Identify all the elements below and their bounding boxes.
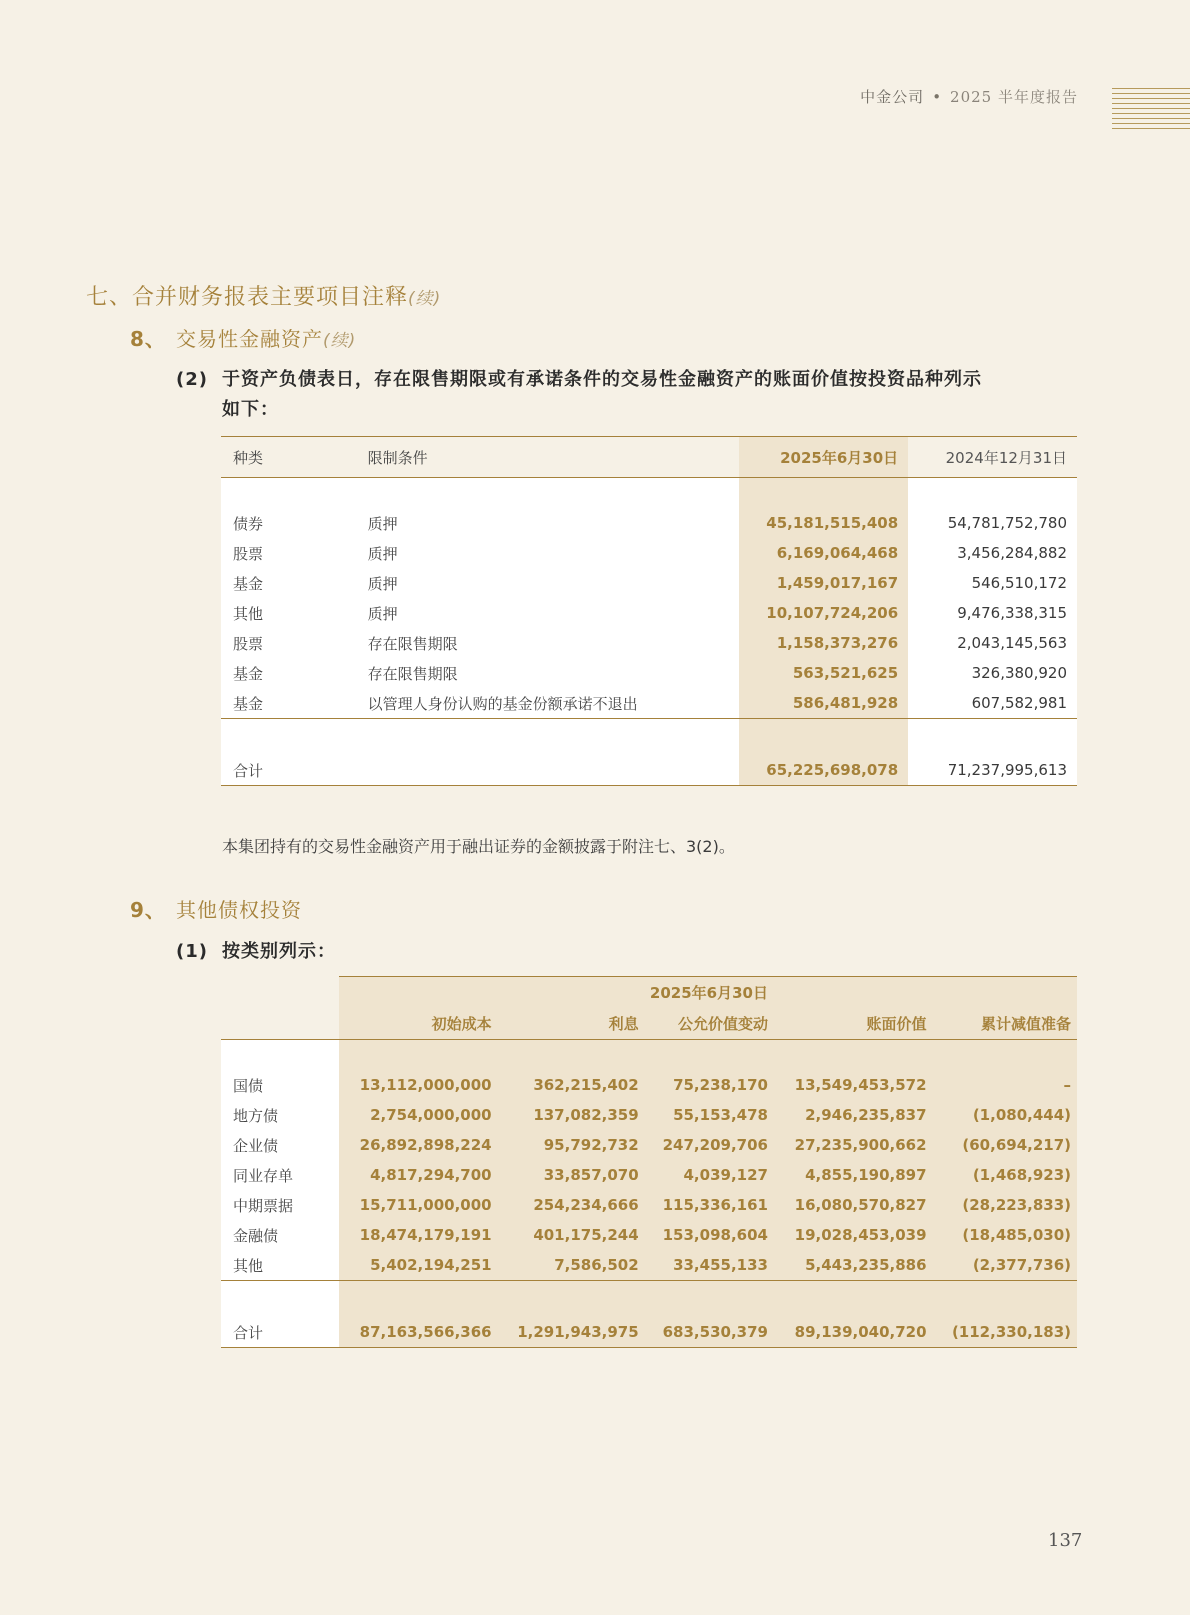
section-heading xyxy=(86,280,441,311)
table2-cell-impairment: (112,330,183) xyxy=(933,1317,1077,1348)
table-row xyxy=(221,1160,1077,1190)
table1-total-value-2025: 65,225,698,078 xyxy=(739,755,908,786)
table-row xyxy=(221,628,1077,658)
table-row xyxy=(221,1100,1077,1130)
header-decoration-lines xyxy=(1112,88,1190,133)
item-2-paragraph xyxy=(176,365,982,425)
table1-cell-type: 股票 xyxy=(233,544,264,563)
table1-header-type: 种类 xyxy=(221,437,358,478)
table1-cell-value-2024: 54,781,752,780 xyxy=(947,514,1067,532)
company-name: 中金公司 xyxy=(860,88,925,106)
table1-cell-type: 基金 xyxy=(233,694,264,713)
table-row xyxy=(221,1070,1077,1100)
table2-header-impairment: 累计减值准备 xyxy=(933,1007,1077,1040)
table2-cell-carrying-value: 4,855,190,897 xyxy=(774,1160,933,1190)
table2-cell-interest: 33,857,070 xyxy=(498,1160,645,1190)
table1-cell-value-2025: 10,107,724,206 xyxy=(739,598,908,628)
table1-cell-value-2024: 2,043,145,563 xyxy=(957,634,1067,652)
table1-cell-value-2025: 1,459,017,167 xyxy=(739,568,908,598)
table2-cell-category: 合计 xyxy=(221,1317,339,1348)
table2-cell-category: 其他 xyxy=(233,1256,264,1275)
table-row xyxy=(221,1220,1077,1250)
table1-cell-value-2025: 45,181,515,408 xyxy=(739,508,908,538)
table-row xyxy=(221,658,1077,688)
table2-cell-carrying-value: 19,028,453,039 xyxy=(774,1220,933,1250)
table2-cell-category: 金融债 xyxy=(233,1226,279,1245)
table2-cell-carrying-value: 89,139,040,720 xyxy=(774,1317,933,1348)
table2-header-initial-cost: 初始成本 xyxy=(339,1007,498,1040)
restricted-assets-table xyxy=(221,436,1077,786)
item-1-index: (1) xyxy=(176,941,208,962)
table1-cell-condition: 存在限售期限 xyxy=(367,634,458,653)
table2-cell-carrying-value: 27,235,900,662 xyxy=(774,1130,933,1160)
table2-group-header-row xyxy=(221,977,1077,1008)
table2-cell-impairment: – xyxy=(933,1070,1077,1100)
table2-cell-fair-value-change: 33,455,133 xyxy=(645,1250,774,1281)
table2-cell-initial-cost: 87,163,566,366 xyxy=(339,1317,498,1348)
table2-header-fair-value-change: 公允价值变动 xyxy=(645,1007,774,1040)
item-2-line2: 如下： xyxy=(222,399,279,420)
table-row xyxy=(221,538,1077,568)
table1-cell-condition: 以管理人身份认购的基金份额承诺不退出 xyxy=(367,694,638,713)
item-2-line1: 于资产负债表日，存在限售期限或有承诺条件的交易性金融资产的账面价值按投资品种列示 xyxy=(222,369,982,390)
table1-cell-value-2024: 9,476,338,315 xyxy=(957,604,1067,622)
table2-cell-impairment: (2,377,736) xyxy=(933,1250,1077,1281)
table2-cell-fair-value-change: 55,153,478 xyxy=(645,1100,774,1130)
table2-cell-impairment: (60,694,217) xyxy=(933,1130,1077,1160)
table2-cell-impairment: (1,468,923) xyxy=(933,1160,1077,1190)
table1-header-2024: 2024年12月31日 xyxy=(908,437,1077,478)
table2-cell-fair-value-change: 4,039,127 xyxy=(645,1160,774,1190)
subsection-8-continued: (续) xyxy=(323,331,357,351)
table2-cell-fair-value-change: 153,098,604 xyxy=(645,1220,774,1250)
table2-total-row xyxy=(221,1317,1077,1348)
table2-column-header-row xyxy=(221,1007,1077,1040)
page-header xyxy=(860,86,1078,107)
table2-cell-interest: 362,215,402 xyxy=(498,1070,645,1100)
header-separator: • xyxy=(932,88,943,106)
table2-cell-category: 企业债 xyxy=(233,1136,279,1155)
section-continued: (续) xyxy=(408,289,442,309)
item-1-paragraph xyxy=(176,937,336,967)
table1-cell-type: 债券 xyxy=(233,514,264,533)
table2-cell-carrying-value: 2,946,235,837 xyxy=(774,1100,933,1130)
table1-header-condition: 限制条件 xyxy=(358,437,740,478)
table2-cell-category: 同业存单 xyxy=(233,1166,294,1185)
table1-cell-condition: 质押 xyxy=(367,514,398,533)
table2-cell-initial-cost: 15,711,000,000 xyxy=(339,1190,498,1220)
table2-cell-carrying-value: 13,549,453,572 xyxy=(774,1070,933,1100)
table-row xyxy=(221,508,1077,538)
item-2-index: (2) xyxy=(176,369,208,390)
table2-cell-fair-value-change: 247,209,706 xyxy=(645,1130,774,1160)
subsection-9-number: 9、 xyxy=(130,898,166,922)
table1-cell-type: 基金 xyxy=(233,664,264,683)
table1-header-2025: 2025年6月30日 xyxy=(739,437,908,478)
table-row xyxy=(221,1130,1077,1160)
subsection-8-number: 8、 xyxy=(130,327,166,351)
table2-cell-impairment: (28,223,833) xyxy=(933,1190,1077,1220)
table2-cell-fair-value-change: 683,530,379 xyxy=(645,1317,774,1348)
report-title: 2025 半年度报告 xyxy=(950,88,1078,106)
table2-cell-initial-cost: 26,892,898,224 xyxy=(339,1130,498,1160)
table1-cell-type: 基金 xyxy=(233,574,264,593)
table1-cell-value-2025: 563,521,625 xyxy=(739,658,908,688)
table1-cell-type: 其他 xyxy=(233,604,264,623)
table1-cell-type: 股票 xyxy=(233,634,264,653)
table2-cell-interest: 137,082,359 xyxy=(498,1100,645,1130)
table1-cell-condition: 质押 xyxy=(367,604,398,623)
table-row xyxy=(221,1250,1077,1281)
table1-cell-value-2024: 326,380,920 xyxy=(971,664,1067,682)
table2-cell-fair-value-change: 115,336,161 xyxy=(645,1190,774,1220)
other-debt-investments-table xyxy=(221,976,1077,1348)
table2-cell-initial-cost: 18,474,179,191 xyxy=(339,1220,498,1250)
table2-cell-carrying-value: 5,443,235,886 xyxy=(774,1250,933,1281)
table1-cell-condition: 存在限售期限 xyxy=(367,664,458,683)
table2-cell-category: 中期票据 xyxy=(233,1196,294,1215)
table2-header-carrying-value: 账面价值 xyxy=(774,1007,933,1040)
section-title: 七、合并财务报表主要项目注释 xyxy=(86,285,409,310)
table-row xyxy=(221,568,1077,598)
table2-cell-interest: 254,234,666 xyxy=(498,1190,645,1220)
subsection-9-heading xyxy=(130,894,302,923)
table1-cell-value-2024: 3,456,284,882 xyxy=(957,544,1067,562)
table1-total-type: 合计 xyxy=(221,755,358,786)
table-row xyxy=(221,688,1077,719)
table2-cell-category: 地方债 xyxy=(233,1106,279,1125)
subsection-8-heading xyxy=(130,323,356,352)
table2-cell-interest: 95,792,732 xyxy=(498,1130,645,1160)
table2-cell-interest: 1,291,943,975 xyxy=(498,1317,645,1348)
table2-cell-initial-cost: 2,754,000,000 xyxy=(339,1100,498,1130)
table1-total-condition xyxy=(358,755,740,786)
table2-cell-interest: 401,175,244 xyxy=(498,1220,645,1250)
item-1-text: 按类别列示： xyxy=(222,941,336,962)
table1-cell-value-2025: 586,481,928 xyxy=(739,688,908,719)
table2-cell-impairment: (1,080,444) xyxy=(933,1100,1077,1130)
table1-cell-value-2024: 607,582,981 xyxy=(971,694,1067,712)
table2-cell-initial-cost: 4,817,294,700 xyxy=(339,1160,498,1190)
page-number: 137 xyxy=(1048,1530,1083,1551)
table1-cell-value-2024: 546,510,172 xyxy=(971,574,1067,592)
table2-cell-impairment: (18,485,030) xyxy=(933,1220,1077,1250)
table1-cell-value-2025: 6,169,064,468 xyxy=(739,538,908,568)
subsection-8-title: 交易性金融资产 xyxy=(176,327,323,351)
table-row xyxy=(221,1190,1077,1220)
table1-total-value-2024: 71,237,995,613 xyxy=(908,755,1077,786)
table2-cell-carrying-value: 16,080,570,827 xyxy=(774,1190,933,1220)
table1-cell-condition: 质押 xyxy=(367,574,398,593)
table2-cell-interest: 7,586,502 xyxy=(498,1250,645,1281)
table2-cell-category: 国债 xyxy=(233,1076,264,1095)
table1-total-row xyxy=(221,755,1077,786)
subsection-9-title: 其他债权投资 xyxy=(176,898,302,922)
table-row xyxy=(221,598,1077,628)
table1-cell-condition: 质押 xyxy=(367,544,398,563)
table2-cell-initial-cost: 13,112,000,000 xyxy=(339,1070,498,1100)
table2-cell-fair-value-change: 75,238,170 xyxy=(645,1070,774,1100)
table2-header-interest: 利息 xyxy=(498,1007,645,1040)
table1-cell-value-2025: 1,158,373,276 xyxy=(739,628,908,658)
disclosure-note: 本集团持有的交易性金融资产用于融出证券的金额披露于附注七、3(2)。 xyxy=(222,837,735,856)
table2-cell-initial-cost: 5,402,194,251 xyxy=(339,1250,498,1281)
table1-header-row xyxy=(221,437,1077,478)
table2-group-header: 2025年6月30日 xyxy=(339,977,774,1008)
